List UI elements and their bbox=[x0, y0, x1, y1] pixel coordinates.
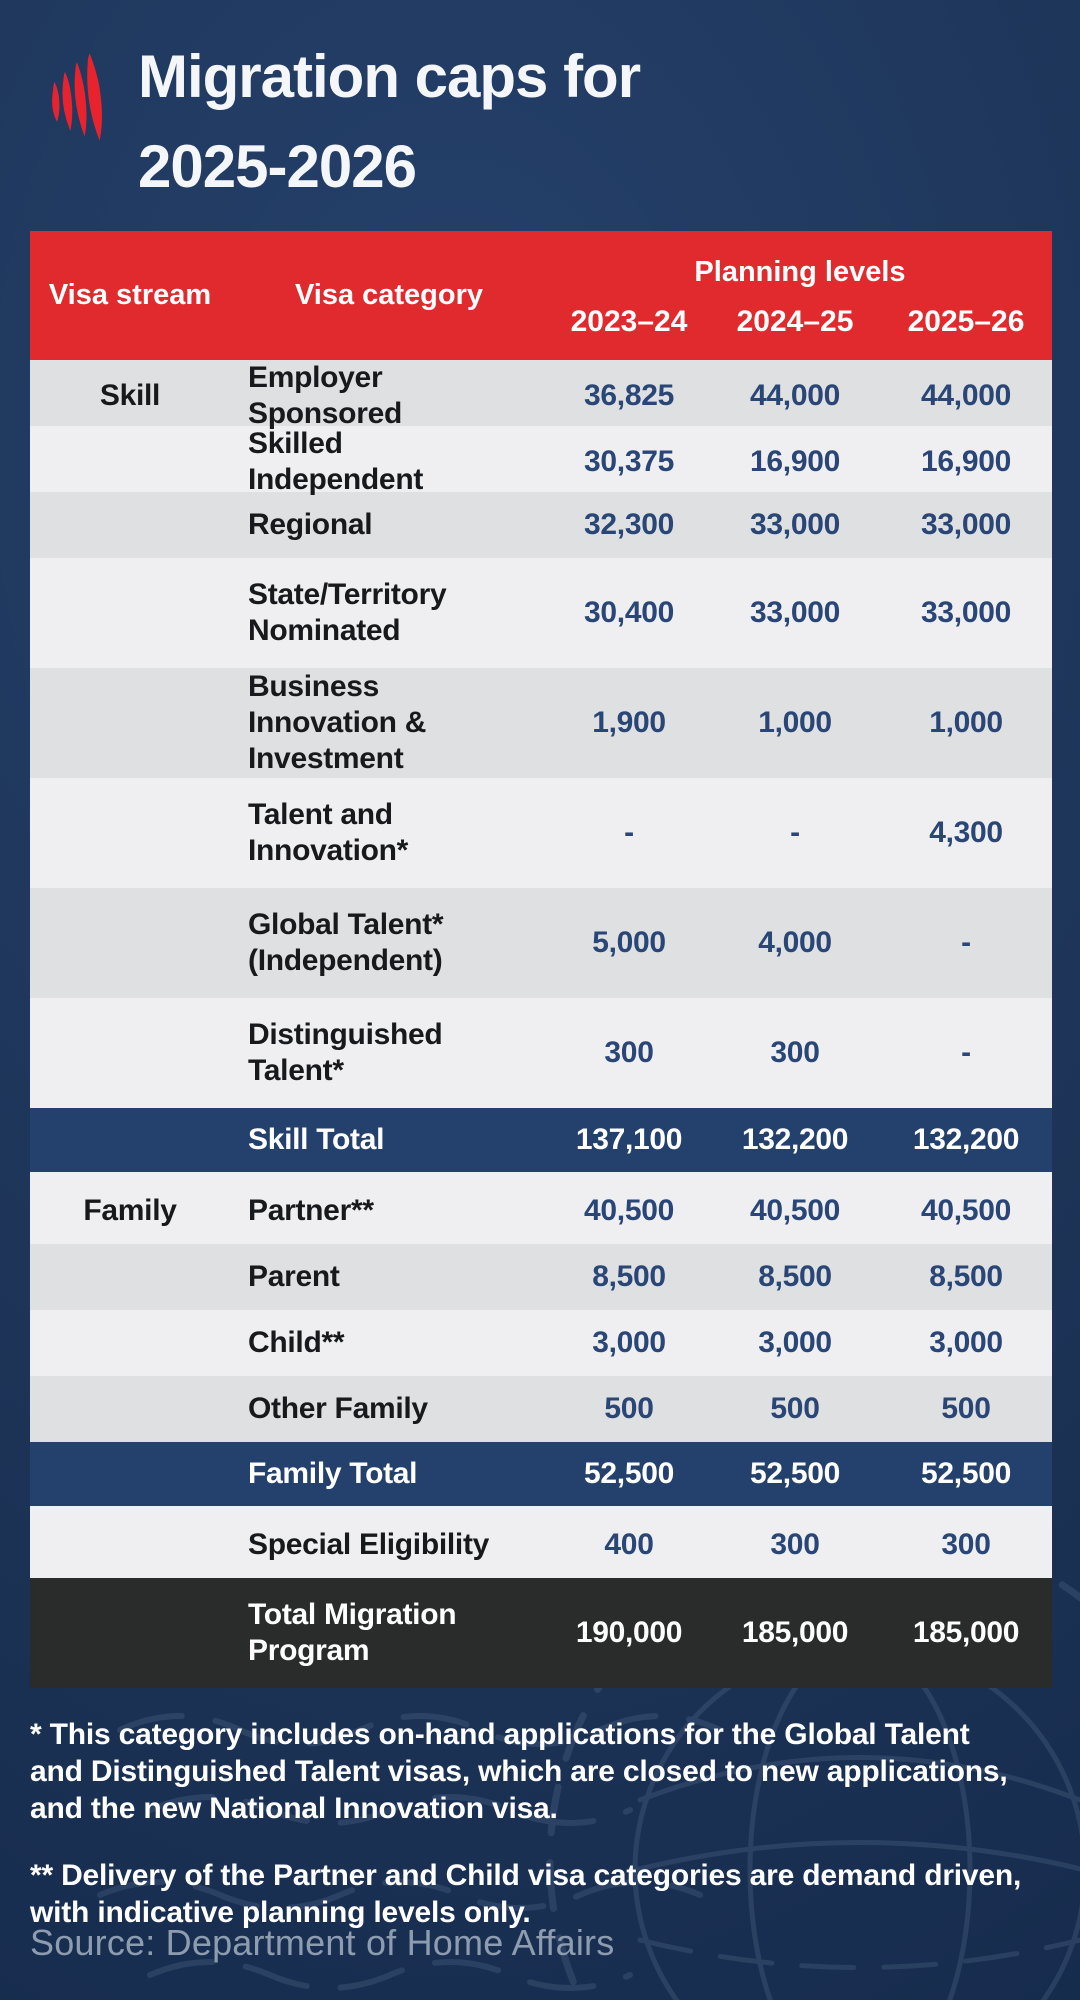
value-2023-24: 137,100 bbox=[575, 1123, 683, 1156]
value-2024-25: 44,000 bbox=[750, 379, 840, 412]
value-2023-24: 3,000 bbox=[592, 1326, 666, 1359]
table-row-other-family bbox=[30, 1376, 1052, 1442]
table-row-skill-total bbox=[30, 1108, 1052, 1178]
value-2025-26: 33,000 bbox=[921, 596, 1011, 629]
visa-category-cell: Talent and Innovation* bbox=[248, 798, 409, 867]
header bbox=[38, 32, 640, 212]
visa-category-cell: State/Territory Nominated bbox=[248, 578, 447, 647]
visa-category-cell: Skill Total bbox=[248, 1123, 385, 1156]
table-row-total-migration-program bbox=[30, 1578, 1052, 1688]
column-header-visa-category: Visa category bbox=[294, 279, 484, 311]
column-header-2023-24: 2023–24 bbox=[570, 305, 688, 338]
value-2024-25: 500 bbox=[770, 1392, 820, 1425]
value-2025-26: 8,500 bbox=[929, 1260, 1003, 1293]
visa-category-cell: Global Talent* (Independent) bbox=[248, 908, 444, 977]
value-2024-25: 300 bbox=[770, 1036, 820, 1069]
value-2025-26: 4,300 bbox=[929, 816, 1003, 849]
table-header bbox=[30, 231, 1052, 360]
table-row-business-innovation-investment bbox=[30, 668, 1052, 778]
visa-category-cell: Child** bbox=[248, 1326, 345, 1359]
value-2023-24: 30,375 bbox=[584, 445, 674, 478]
table-row-special-eligibility bbox=[30, 1512, 1052, 1578]
table-row-talent-and-innovation bbox=[30, 778, 1052, 888]
value-2025-26: 132,200 bbox=[912, 1123, 1020, 1156]
footnote-double-asterisk: ** Delivery of the Partner and Child visa categories are demand driven, with indicative planning levels only. bbox=[30, 1859, 1022, 1929]
value-2023-24: 8,500 bbox=[592, 1260, 666, 1293]
value-2025-26: 40,500 bbox=[921, 1194, 1011, 1227]
value-2025-26: 44,000 bbox=[921, 379, 1011, 412]
value-2023-24: 40,500 bbox=[584, 1194, 674, 1227]
value-2023-24: 5,000 bbox=[592, 926, 666, 959]
value-2024-25: 33,000 bbox=[750, 596, 840, 629]
value-2023-24: 500 bbox=[604, 1392, 654, 1425]
table-row-employer-sponsored bbox=[30, 360, 1052, 430]
visa-category-cell: Family Total bbox=[248, 1457, 418, 1490]
value-2024-25: 132,200 bbox=[741, 1123, 849, 1156]
visa-category-cell: Employer Sponsored bbox=[248, 361, 402, 430]
title-line-1: Migration caps for bbox=[138, 43, 641, 110]
value-2024-25: 3,000 bbox=[758, 1326, 832, 1359]
source-attribution: Source: Department of Home Affairs bbox=[30, 1922, 615, 1963]
table-row-distinguished-talent bbox=[30, 998, 1052, 1108]
footnotes bbox=[30, 1716, 1025, 1931]
column-header-2025-26: 2025–26 bbox=[907, 305, 1025, 338]
column-header-visa-stream: Visa stream bbox=[48, 279, 212, 311]
page-title bbox=[138, 32, 640, 212]
value-2023-24: 190,000 bbox=[575, 1616, 683, 1649]
visa-category-cell: Other Family bbox=[248, 1392, 428, 1425]
column-header-planning-levels: Planning levels bbox=[694, 256, 906, 288]
footnote-asterisk: * This category includes on-hand applications for the Global Talent and Distinguished Talent visas, which are closed to new applications, and the new National Innovation visa. bbox=[30, 1718, 1008, 1825]
value-2024-25: 1,000 bbox=[758, 706, 832, 739]
value-2023-24: - bbox=[624, 816, 634, 849]
value-2024-25: 185,000 bbox=[741, 1616, 849, 1649]
value-2023-24: 32,300 bbox=[584, 508, 674, 541]
table-row-parent bbox=[30, 1244, 1052, 1310]
column-header-2024-25: 2024–25 bbox=[736, 305, 854, 338]
visa-category-cell: Distinguished Talent* bbox=[248, 1018, 443, 1087]
table-row-partner bbox=[30, 1178, 1052, 1244]
table-row-state-territory-nominated bbox=[30, 558, 1052, 668]
value-2025-26: - bbox=[961, 1036, 971, 1069]
visa-stream-cell: Family bbox=[83, 1194, 177, 1227]
table-row-skilled-independent bbox=[30, 426, 1052, 496]
table-row-global-talent-independent bbox=[30, 888, 1052, 998]
value-2025-26: 52,500 bbox=[921, 1457, 1011, 1490]
visa-category-cell: Skilled Independent bbox=[248, 427, 424, 496]
value-2024-25: 4,000 bbox=[758, 926, 832, 959]
value-2023-24: 30,400 bbox=[584, 596, 674, 629]
value-2023-24: 300 bbox=[604, 1036, 654, 1069]
value-2024-25: 16,900 bbox=[750, 445, 840, 478]
value-2023-24: 1,900 bbox=[592, 706, 666, 739]
table-row-family-total bbox=[30, 1442, 1052, 1512]
table-row-regional bbox=[30, 492, 1052, 558]
visa-stream-cell: Skill bbox=[99, 379, 161, 412]
value-2023-24: 400 bbox=[604, 1528, 654, 1561]
visa-category-cell: Business Innovation & Investment bbox=[248, 670, 427, 775]
value-2024-25: 300 bbox=[770, 1528, 820, 1561]
value-2025-26: 3,000 bbox=[929, 1326, 1003, 1359]
value-2024-25: 33,000 bbox=[750, 508, 840, 541]
visa-category-cell: Partner** bbox=[248, 1194, 374, 1227]
value-2024-25: 40,500 bbox=[750, 1194, 840, 1227]
value-2025-26: - bbox=[961, 926, 971, 959]
sbs-logo-icon bbox=[38, 46, 110, 148]
visa-category-cell: Regional bbox=[248, 508, 373, 541]
value-2025-26: 1,000 bbox=[929, 706, 1003, 739]
value-2024-25: - bbox=[790, 816, 800, 849]
value-2023-24: 36,825 bbox=[584, 379, 674, 412]
value-2024-25: 8,500 bbox=[758, 1260, 832, 1293]
value-2025-26: 500 bbox=[941, 1392, 991, 1425]
visa-category-cell: Parent bbox=[248, 1260, 340, 1293]
visa-category-cell: Total Migration Program bbox=[248, 1598, 457, 1667]
value-2025-26: 185,000 bbox=[912, 1616, 1020, 1649]
migration-caps-table bbox=[30, 231, 1052, 1688]
value-2025-26: 300 bbox=[941, 1528, 991, 1561]
value-2025-26: 33,000 bbox=[921, 508, 1011, 541]
value-2024-25: 52,500 bbox=[750, 1457, 840, 1490]
title-line-2: 2025-2026 bbox=[138, 133, 416, 200]
value-2025-26: 16,900 bbox=[921, 445, 1011, 478]
table-row-child bbox=[30, 1310, 1052, 1376]
visa-category-cell: Special Eligibility bbox=[248, 1528, 490, 1561]
value-2023-24: 52,500 bbox=[584, 1457, 674, 1490]
